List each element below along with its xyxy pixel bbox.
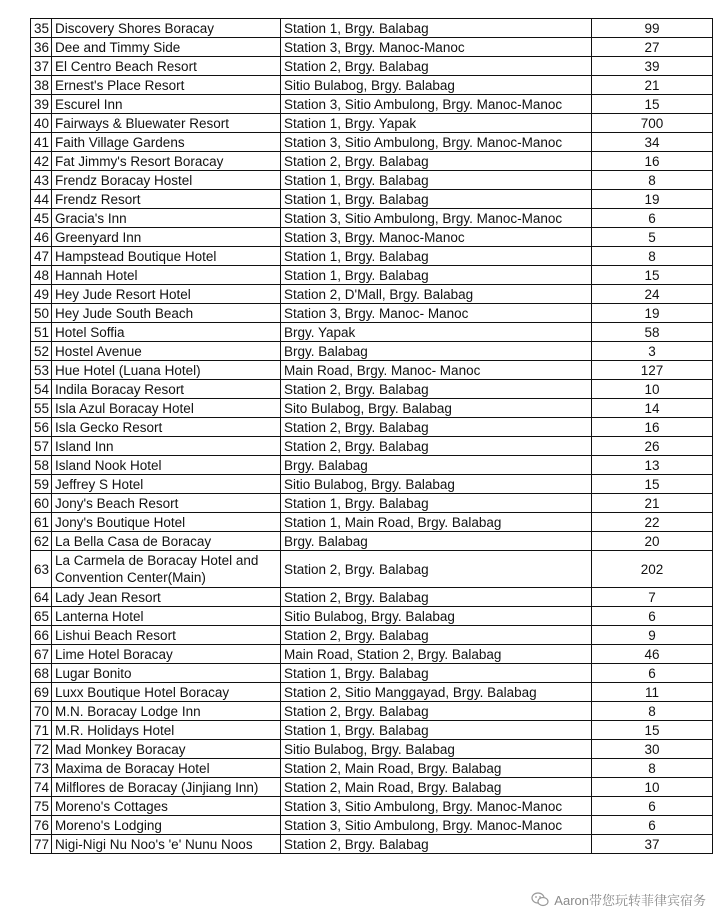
hotel-location: Main Road, Brgy. Manoc- Manoc (281, 361, 592, 380)
hotel-name: Mad Monkey Boracay (52, 740, 281, 759)
hotel-name: Lime Hotel Boracay (52, 645, 281, 664)
watermark-text: Aaron带您玩转菲律宾宿务 (554, 893, 706, 908)
table-row (31, 266, 713, 285)
table-row (31, 551, 713, 588)
row-number: 63 (31, 551, 52, 588)
hotel-location: Brgy. Balabag (281, 342, 592, 361)
table-row (31, 285, 713, 304)
room-count: 9 (592, 626, 713, 645)
hotel-name: Nigi-Nigi Nu Noo's 'e' Nunu Noos (52, 835, 281, 854)
row-number: 67 (31, 645, 52, 664)
hotel-location: Station 1, Brgy. Balabag (281, 494, 592, 513)
room-count: 14 (592, 399, 713, 418)
row-number: 44 (31, 190, 52, 209)
table-row (31, 835, 713, 854)
row-number: 43 (31, 171, 52, 190)
row-number: 36 (31, 38, 52, 57)
hotel-location: Station 2, Brgy. Balabag (281, 588, 592, 607)
hotel-location: Station 1, Brgy. Balabag (281, 664, 592, 683)
row-number: 64 (31, 588, 52, 607)
hotel-location: Brgy. Balabag (281, 456, 592, 475)
hotel-location: Sito Bulabog, Brgy. Balabag (281, 399, 592, 418)
hotel-name: Lishui Beach Resort (52, 626, 281, 645)
row-number: 46 (31, 228, 52, 247)
hotel-location: Station 2, Brgy. Balabag (281, 57, 592, 76)
room-count: 127 (592, 361, 713, 380)
row-number: 54 (31, 380, 52, 399)
hotel-location: Station 2, Sitio Manggayad, Brgy. Balabag (281, 683, 592, 702)
hotel-location: Sitio Bulabog, Brgy. Balabag (281, 740, 592, 759)
table-row (31, 38, 713, 57)
table-row (31, 702, 713, 721)
table-row (31, 19, 713, 38)
hotel-location: Station 2, Brgy. Balabag (281, 551, 592, 588)
row-number: 41 (31, 133, 52, 152)
room-count: 34 (592, 133, 713, 152)
hotel-location: Station 2, Brgy. Balabag (281, 835, 592, 854)
row-number: 68 (31, 664, 52, 683)
hotel-name: Jony's Boutique Hotel (52, 513, 281, 532)
row-number: 76 (31, 816, 52, 835)
room-count: 21 (592, 76, 713, 95)
hotel-location: Station 2, D'Mall, Brgy. Balabag (281, 285, 592, 304)
room-count: 13 (592, 456, 713, 475)
row-number: 77 (31, 835, 52, 854)
table-row (31, 152, 713, 171)
hotel-location: Station 3, Sitio Ambulong, Brgy. Manoc-Manoc (281, 133, 592, 152)
hotel-location: Station 2, Brgy. Balabag (281, 437, 592, 456)
row-number: 55 (31, 399, 52, 418)
row-number: 49 (31, 285, 52, 304)
room-count: 19 (592, 304, 713, 323)
hotel-name: M.R. Holidays Hotel (52, 721, 281, 740)
hotel-location: Station 2, Brgy. Balabag (281, 152, 592, 171)
hotel-name: El Centro Beach Resort (52, 57, 281, 76)
hotel-location: Brgy. Balabag (281, 532, 592, 551)
row-number: 38 (31, 76, 52, 95)
hotel-name: Faith Village Gardens (52, 133, 281, 152)
row-number: 74 (31, 778, 52, 797)
hotel-location: Station 1, Brgy. Balabag (281, 171, 592, 190)
row-number: 35 (31, 19, 52, 38)
hotel-name: Greenyard Inn (52, 228, 281, 247)
table-row (31, 323, 713, 342)
table-row (31, 76, 713, 95)
room-count: 15 (592, 721, 713, 740)
row-number: 47 (31, 247, 52, 266)
row-number: 61 (31, 513, 52, 532)
hotel-location: Station 1, Brgy. Balabag (281, 190, 592, 209)
row-number: 59 (31, 475, 52, 494)
hotel-name: Hannah Hotel (52, 266, 281, 285)
hotel-location: Station 1, Brgy. Yapak (281, 114, 592, 133)
room-count: 8 (592, 759, 713, 778)
table-row (31, 475, 713, 494)
hotel-name: Hostel Avenue (52, 342, 281, 361)
table-row (31, 114, 713, 133)
hotel-list-body (31, 19, 713, 854)
table-row (31, 816, 713, 835)
room-count: 5 (592, 228, 713, 247)
hotel-location: Station 2, Brgy. Balabag (281, 626, 592, 645)
hotel-name: Indila Boracay Resort (52, 380, 281, 399)
room-count: 11 (592, 683, 713, 702)
table-row (31, 759, 713, 778)
row-number: 72 (31, 740, 52, 759)
room-count: 22 (592, 513, 713, 532)
hotel-location: Station 2, Main Road, Brgy. Balabag (281, 778, 592, 797)
row-number: 53 (31, 361, 52, 380)
row-number: 73 (31, 759, 52, 778)
hotel-name: Frendz Resort (52, 190, 281, 209)
table-row (31, 645, 713, 664)
room-count: 16 (592, 418, 713, 437)
row-number: 45 (31, 209, 52, 228)
hotel-name: Milflores de Boracay (Jinjiang Inn) (52, 778, 281, 797)
hotel-location: Station 3, Sitio Ambulong, Brgy. Manoc-Manoc (281, 95, 592, 114)
hotel-location: Station 3, Brgy. Manoc- Manoc (281, 304, 592, 323)
hotel-name: Frendz Boracay Hostel (52, 171, 281, 190)
table-row (31, 513, 713, 532)
table-row (31, 778, 713, 797)
room-count: 24 (592, 285, 713, 304)
row-number: 75 (31, 797, 52, 816)
row-number: 66 (31, 626, 52, 645)
hotel-list-table (30, 18, 713, 854)
room-count: 58 (592, 323, 713, 342)
table-row (31, 380, 713, 399)
table-row (31, 532, 713, 551)
table-row (31, 228, 713, 247)
hotel-location: Station 2, Brgy. Balabag (281, 702, 592, 721)
row-number: 39 (31, 95, 52, 114)
row-number: 42 (31, 152, 52, 171)
room-count: 27 (592, 38, 713, 57)
table-row (31, 437, 713, 456)
hotel-name: Isla Azul Boracay Hotel (52, 399, 281, 418)
table-row (31, 721, 713, 740)
hotel-name: Hampstead Boutique Hotel (52, 247, 281, 266)
table-row (31, 171, 713, 190)
room-count: 16 (592, 152, 713, 171)
room-count: 6 (592, 607, 713, 626)
hotel-name: Luxx Boutique Hotel Boracay (52, 683, 281, 702)
table-row (31, 418, 713, 437)
hotel-name: Hotel Soffia (52, 323, 281, 342)
row-number: 58 (31, 456, 52, 475)
hotel-location: Station 3, Brgy. Manoc-Manoc (281, 38, 592, 57)
table-row (31, 494, 713, 513)
room-count: 202 (592, 551, 713, 588)
hotel-location: Station 2, Main Road, Brgy. Balabag (281, 759, 592, 778)
room-count: 30 (592, 740, 713, 759)
hotel-name: Island Nook Hotel (52, 456, 281, 475)
hotel-location: Sitio Bulabog, Brgy. Balabag (281, 475, 592, 494)
room-count: 7 (592, 588, 713, 607)
row-number: 65 (31, 607, 52, 626)
hotel-location: Station 1, Brgy. Balabag (281, 721, 592, 740)
hotel-name: Discovery Shores Boracay (52, 19, 281, 38)
hotel-name: Dee and Timmy Side (52, 38, 281, 57)
wechat-icon (531, 892, 549, 907)
room-count: 99 (592, 19, 713, 38)
hotel-name: M.N. Boracay Lodge Inn (52, 702, 281, 721)
hotel-name: Maxima de Boracay Hotel (52, 759, 281, 778)
room-count: 6 (592, 209, 713, 228)
hotel-location: Sitio Bulabog, Brgy. Balabag (281, 607, 592, 626)
hotel-name: Lanterna Hotel (52, 607, 281, 626)
hotel-location: Station 3, Sitio Ambulong, Brgy. Manoc-Manoc (281, 209, 592, 228)
hotel-location: Station 3, Sitio Ambulong, Brgy. Manoc-Manoc (281, 797, 592, 816)
row-number: 56 (31, 418, 52, 437)
room-count: 15 (592, 95, 713, 114)
hotel-name: La Carmela de Boracay Hotel and Convention Center(Main) (52, 551, 281, 588)
row-number: 50 (31, 304, 52, 323)
table-row (31, 95, 713, 114)
room-count: 10 (592, 778, 713, 797)
room-count: 8 (592, 702, 713, 721)
table-row (31, 304, 713, 323)
hotel-location: Station 1, Main Road, Brgy. Balabag (281, 513, 592, 532)
table-row (31, 399, 713, 418)
hotel-name: Hey Jude Resort Hotel (52, 285, 281, 304)
hotel-name: Hey Jude South Beach (52, 304, 281, 323)
hotel-location: Station 1, Brgy. Balabag (281, 266, 592, 285)
row-number: 57 (31, 437, 52, 456)
row-number: 70 (31, 702, 52, 721)
table-row (31, 588, 713, 607)
hotel-name: Lady Jean Resort (52, 588, 281, 607)
hotel-name: Jony's Beach Resort (52, 494, 281, 513)
hotel-location: Station 3, Brgy. Manoc-Manoc (281, 228, 592, 247)
room-count: 37 (592, 835, 713, 854)
room-count: 19 (592, 190, 713, 209)
room-count: 39 (592, 57, 713, 76)
row-number: 51 (31, 323, 52, 342)
hotel-name: Ernest's Place Resort (52, 76, 281, 95)
hotel-name: Hue Hotel (Luana Hotel) (52, 361, 281, 380)
row-number: 60 (31, 494, 52, 513)
table-row (31, 209, 713, 228)
row-number: 69 (31, 683, 52, 702)
hotel-name: Fat Jimmy's Resort Boracay (52, 152, 281, 171)
hotel-name: Escurel Inn (52, 95, 281, 114)
row-number: 62 (31, 532, 52, 551)
table-row (31, 626, 713, 645)
row-number: 52 (31, 342, 52, 361)
hotel-location: Brgy. Yapak (281, 323, 592, 342)
row-number: 40 (31, 114, 52, 133)
room-count: 10 (592, 380, 713, 399)
hotel-name: Gracia's Inn (52, 209, 281, 228)
room-count: 6 (592, 797, 713, 816)
room-count: 8 (592, 247, 713, 266)
hotel-name: Moreno's Cottages (52, 797, 281, 816)
room-count: 20 (592, 532, 713, 551)
table-row (31, 342, 713, 361)
hotel-name: Jeffrey S Hotel (52, 475, 281, 494)
table-row (31, 607, 713, 626)
table-row (31, 133, 713, 152)
table-row (31, 740, 713, 759)
hotel-name: Island Inn (52, 437, 281, 456)
room-count: 46 (592, 645, 713, 664)
hotel-location: Station 1, Brgy. Balabag (281, 19, 592, 38)
hotel-location: Station 3, Sitio Ambulong, Brgy. Manoc-Manoc (281, 816, 592, 835)
table-row (31, 456, 713, 475)
hotel-name: Fairways & Bluewater Resort (52, 114, 281, 133)
hotel-name: Moreno's Lodging (52, 816, 281, 835)
row-number: 48 (31, 266, 52, 285)
hotel-location: Main Road, Station 2, Brgy. Balabag (281, 645, 592, 664)
table-row (31, 797, 713, 816)
room-count: 26 (592, 437, 713, 456)
room-count: 15 (592, 475, 713, 494)
hotel-name: Lugar Bonito (52, 664, 281, 683)
table-row (31, 247, 713, 266)
room-count: 6 (592, 664, 713, 683)
room-count: 700 (592, 114, 713, 133)
room-count: 8 (592, 171, 713, 190)
hotel-name: Isla Gecko Resort (52, 418, 281, 437)
row-number: 37 (31, 57, 52, 76)
table-row (31, 683, 713, 702)
room-count: 3 (592, 342, 713, 361)
hotel-name: La Bella Casa de Boracay (52, 532, 281, 551)
hotel-location: Station 2, Brgy. Balabag (281, 418, 592, 437)
watermark (531, 890, 706, 909)
room-count: 21 (592, 494, 713, 513)
row-number: 71 (31, 721, 52, 740)
table-row (31, 361, 713, 380)
hotel-location: Sitio Bulabog, Brgy. Balabag (281, 76, 592, 95)
table-row (31, 664, 713, 683)
room-count: 6 (592, 816, 713, 835)
room-count: 15 (592, 266, 713, 285)
hotel-location: Station 1, Brgy. Balabag (281, 247, 592, 266)
hotel-location: Station 2, Brgy. Balabag (281, 380, 592, 399)
table-row (31, 190, 713, 209)
table-row (31, 57, 713, 76)
